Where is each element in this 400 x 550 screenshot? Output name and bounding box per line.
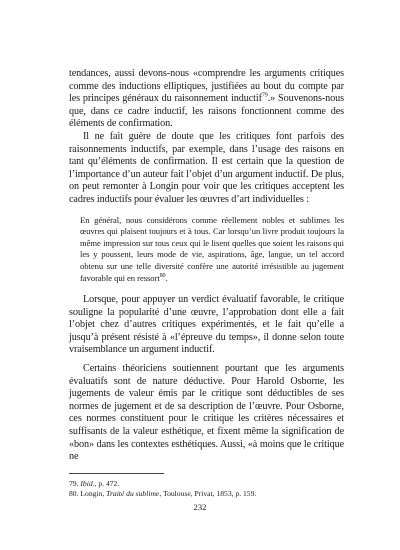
page-number: 232	[193, 502, 207, 512]
footnote-text: , p. 472.	[94, 478, 120, 488]
paragraph-2: Il ne fait guère de doute que les critiques font parfois des raisonnements inductifs, par exemple, dans l’usage des raisons en tant qu’éléments de confirmation. Il est certain que la question de l’importance d’un auteur fait l’objet d’un argument inductif. De plus, on peut remonter à Longin pour voir que les critiques acceptent les cadres inductifs pour évaluer les œuvres d’art individuelles :	[69, 130, 344, 205]
footnote-separator	[69, 473, 164, 474]
footnote-ref-80[interactable]: 80	[159, 272, 166, 279]
block-quote-text: En général, nous considérons comme réellement nobles et sublimes les œuvres qui plaisent toujours et à tous. Car lorsqu’un livre produit toujours la même impression sur tous ceux qui le lisent quelles que soient les raisons qui les y poussent, leurs mode de vie, aspirations, âge, langue, un tel accord obtenu sur une telle diversité confère une autorité irrésistible au jugement favorable qui en ressort	[80, 214, 344, 283]
footnote-ref-79[interactable]: 79	[261, 92, 268, 99]
paragraph-3: Lorsque, pour appuyer un verdict évaluatif favorable, le critique souligne la popularité d’une œuvre, l’approbation dont elle a fait l’objet chez d’autres critiques expérimentés, et le fait qu’elle a jusqu’à présent résisté à «l’épreuve du temps», il donne selon toute vraisemblance un argument inductif.	[69, 294, 344, 356]
footnote-79	[69, 479, 344, 489]
footnote-italic: Ibid.	[80, 478, 95, 488]
footnote-number: 80.	[69, 488, 79, 498]
paragraph-1-text-end: .» Souvenons-nous que, dans ce cadre inductif, les raisons fonctionnent comme des éléments de confirmation.	[69, 93, 344, 130]
footnote-italic: Traité du sublime	[106, 488, 160, 498]
paragraph-1-text: tendances, aussi devons-nous «comprendre les arguments critiques comme des inductions elliptiques, justifiées au bout du compte par les principes généraux du raisonnement inductif	[69, 68, 344, 105]
block-quote-end: .	[165, 272, 168, 283]
paragraph-4: Certains théoriciens soutiennent pourtant que les arguments évaluatifs sont de nature déductive. Pour Harold Osborne, les jugements de valeur émis par le critique sont déductibles de ses normes de jugement et de sa description de l’œuvre. Pour Osborne, ces normes constituent pour le critique les critères nécessaires et suffisants de la valeur esthétique, et fixent même la signification de «bon» dans les contextes esthétiques. Aussi, «à moins que le critique ne	[69, 363, 344, 463]
footnote-number: 79.	[69, 478, 79, 488]
footnote-text: , Toulouse, Privat, 1853, p. 159.	[159, 488, 257, 498]
block-quote	[80, 215, 344, 285]
footnote-text: Longin,	[80, 488, 107, 498]
page-body	[69, 68, 344, 499]
paragraph-1	[69, 68, 344, 131]
footnote-80	[69, 489, 344, 499]
